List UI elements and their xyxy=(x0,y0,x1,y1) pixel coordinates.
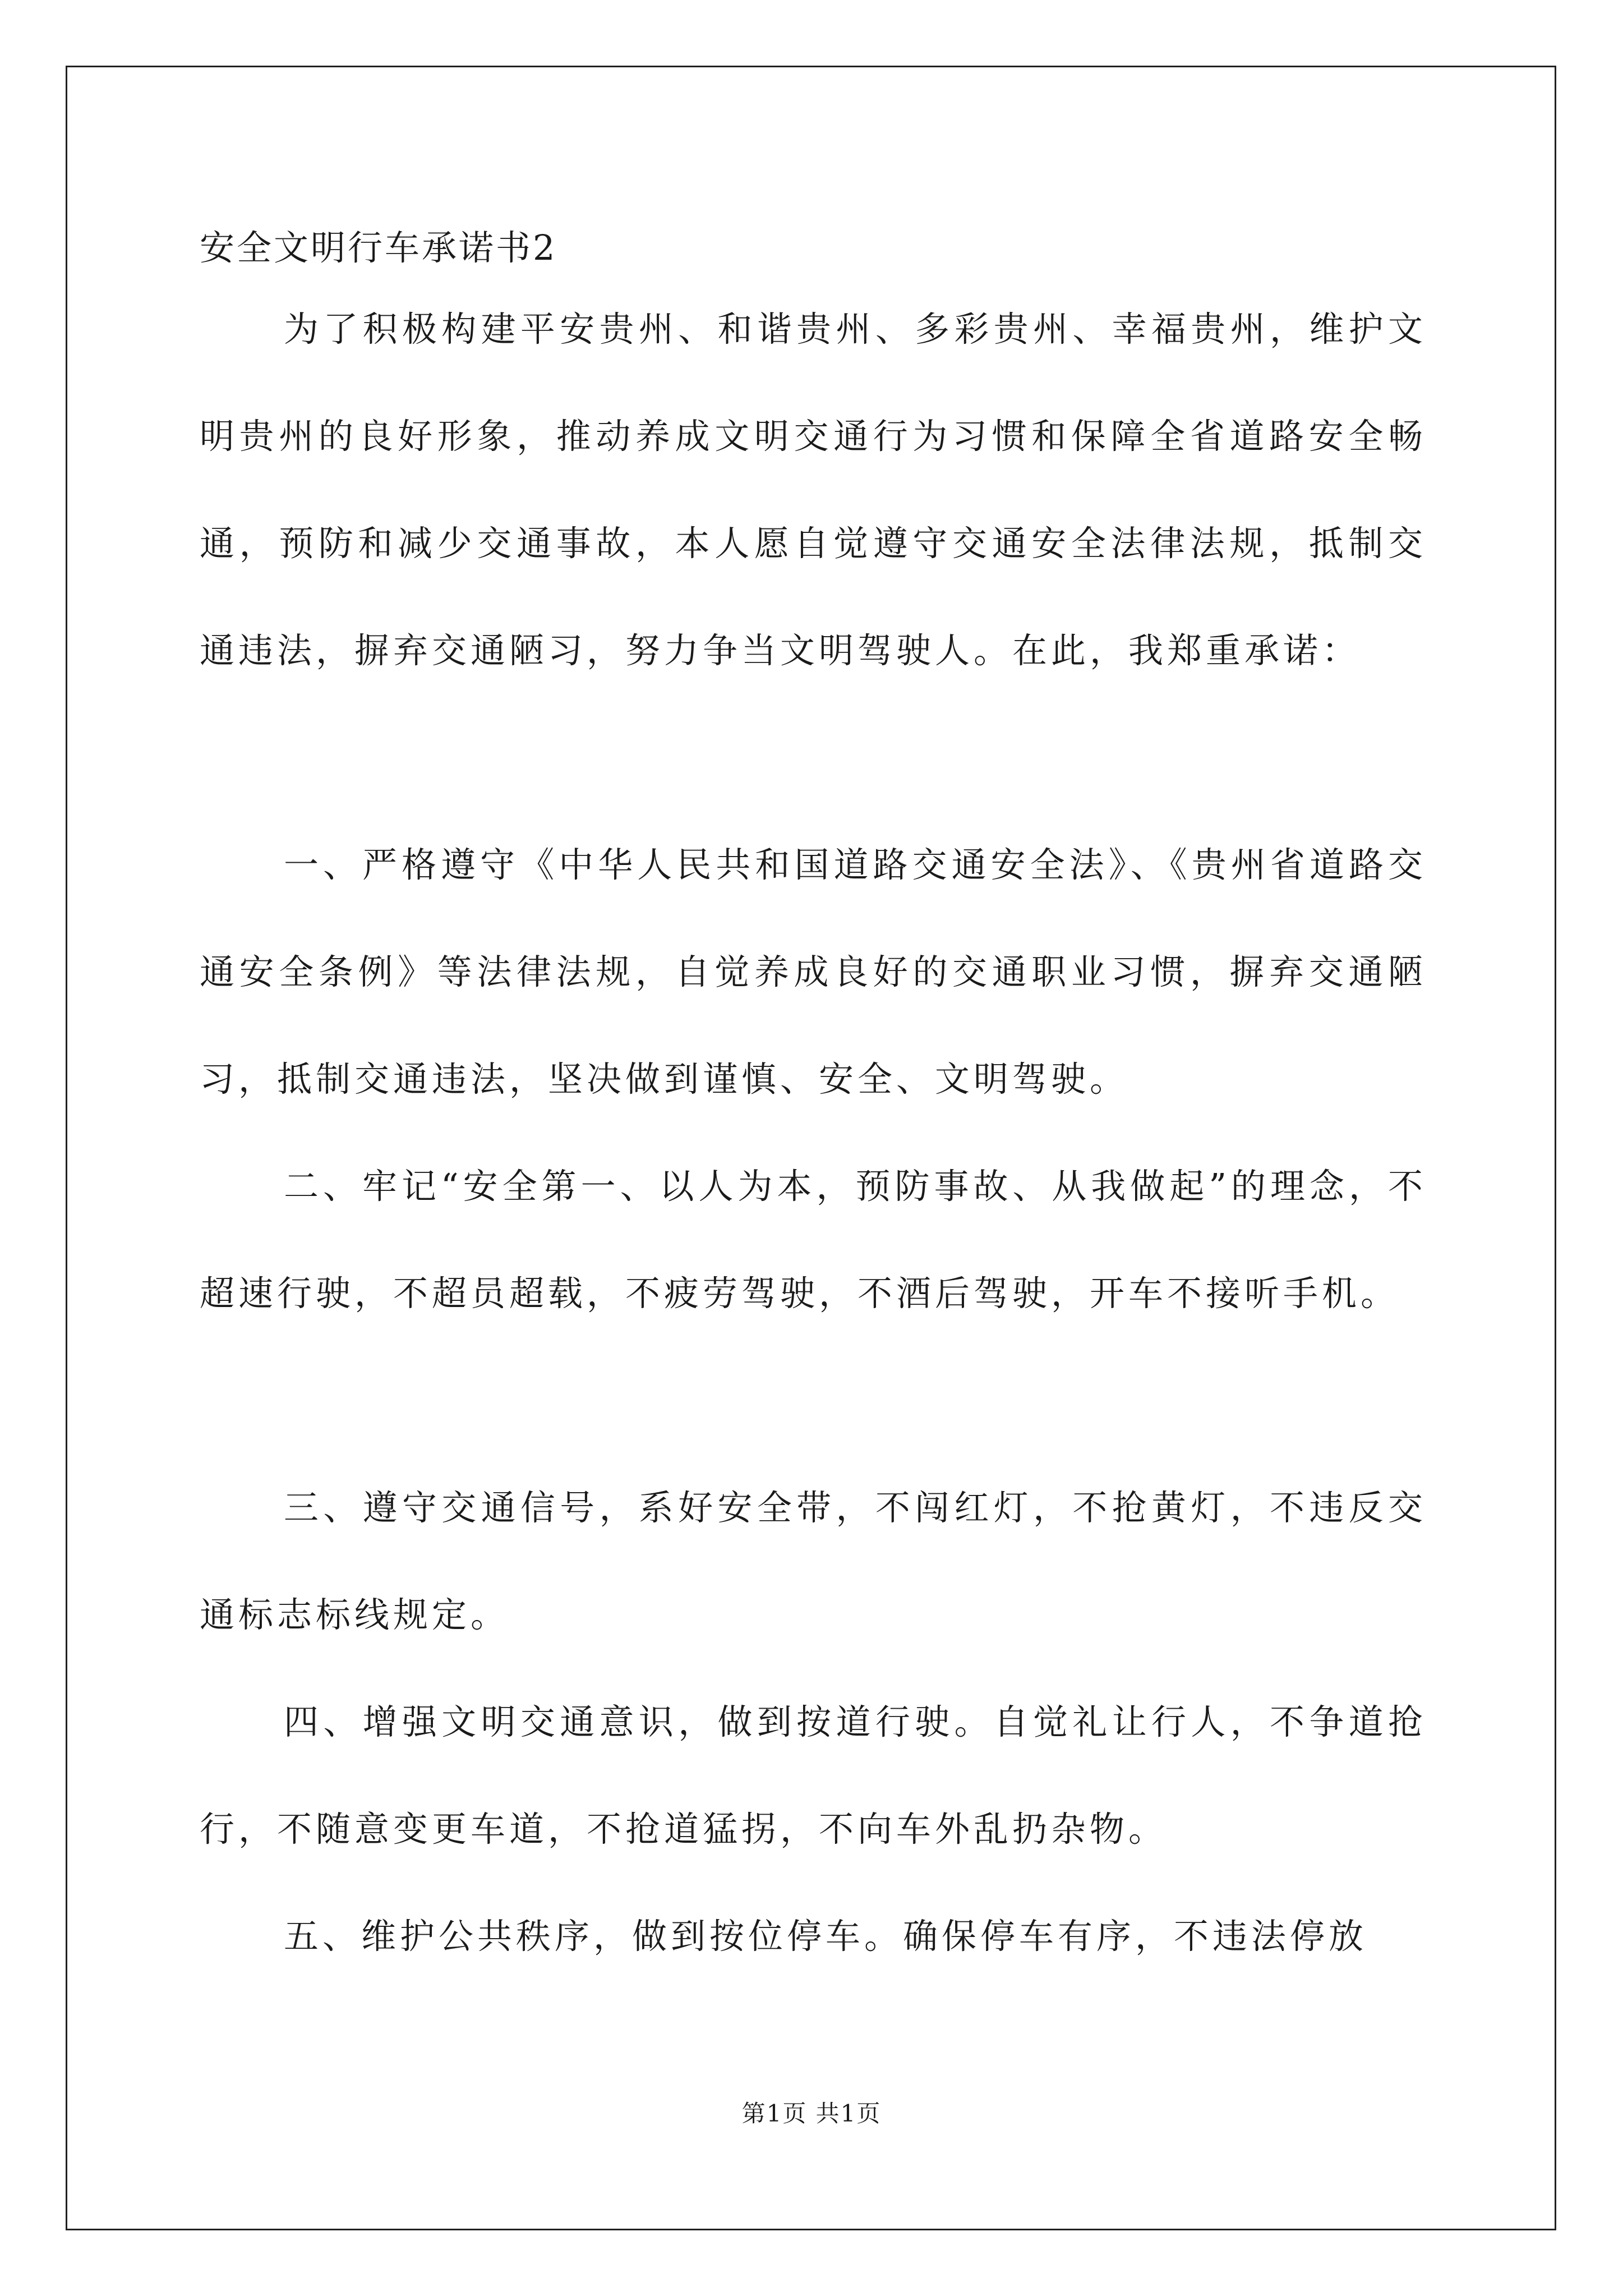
paragraph-item-1: 一、严格遵守《中华人民共和国道路交通安全法》、《贵州省道路交通安全条例》等法律法规，自觉养成良好的交通职业习惯，摒弃交通陋习，抵制交通违法，坚决做到谨慎、安全、文明驾驶。 xyxy=(200,844,1427,1099)
paragraph-item-3: 三、遵守交通信号，系好安全带，不闯红灯，不抢黄灯，不违反交通标志标线规定。 xyxy=(200,1487,1427,1635)
paragraph-item-4: 四、增强文明交通意识，做到按道行驶。自觉礼让行人，不争道抢行，不随意变更车道，不抢道猛拐，不向车外乱扔杂物。 xyxy=(200,1701,1427,1849)
document-title: 安全文明行车承诺书2 xyxy=(200,227,557,268)
page-footer: 第1页 共1页 xyxy=(741,2100,882,2127)
paragraph-item-2: 二、牢记“安全第一、以人为本，预防事故、从我做起”的理念，不超速行驶，不超员超载，不疲劳驾驶，不酒后驾驶，开车不接听手机。 xyxy=(200,1166,1427,1314)
paragraph-item-5: 五、维护公共秩序，做到按位停车。确保停车有序，不违法停放 xyxy=(284,1916,1368,1957)
paragraph-intro: 为了积极构建平安贵州、和谐贵州、多彩贵州、幸福贵州，维护文明贵州的良好形象，推动养成文明交通行为习惯和保障全省道路安全畅通，预防和减少交通事故，本人愿自觉遵守交通安全法律法规，抵制交通违法，摒弃交通陋习，努力争当文明驾驶人。在此，我郑重承诺： xyxy=(200,309,1427,671)
